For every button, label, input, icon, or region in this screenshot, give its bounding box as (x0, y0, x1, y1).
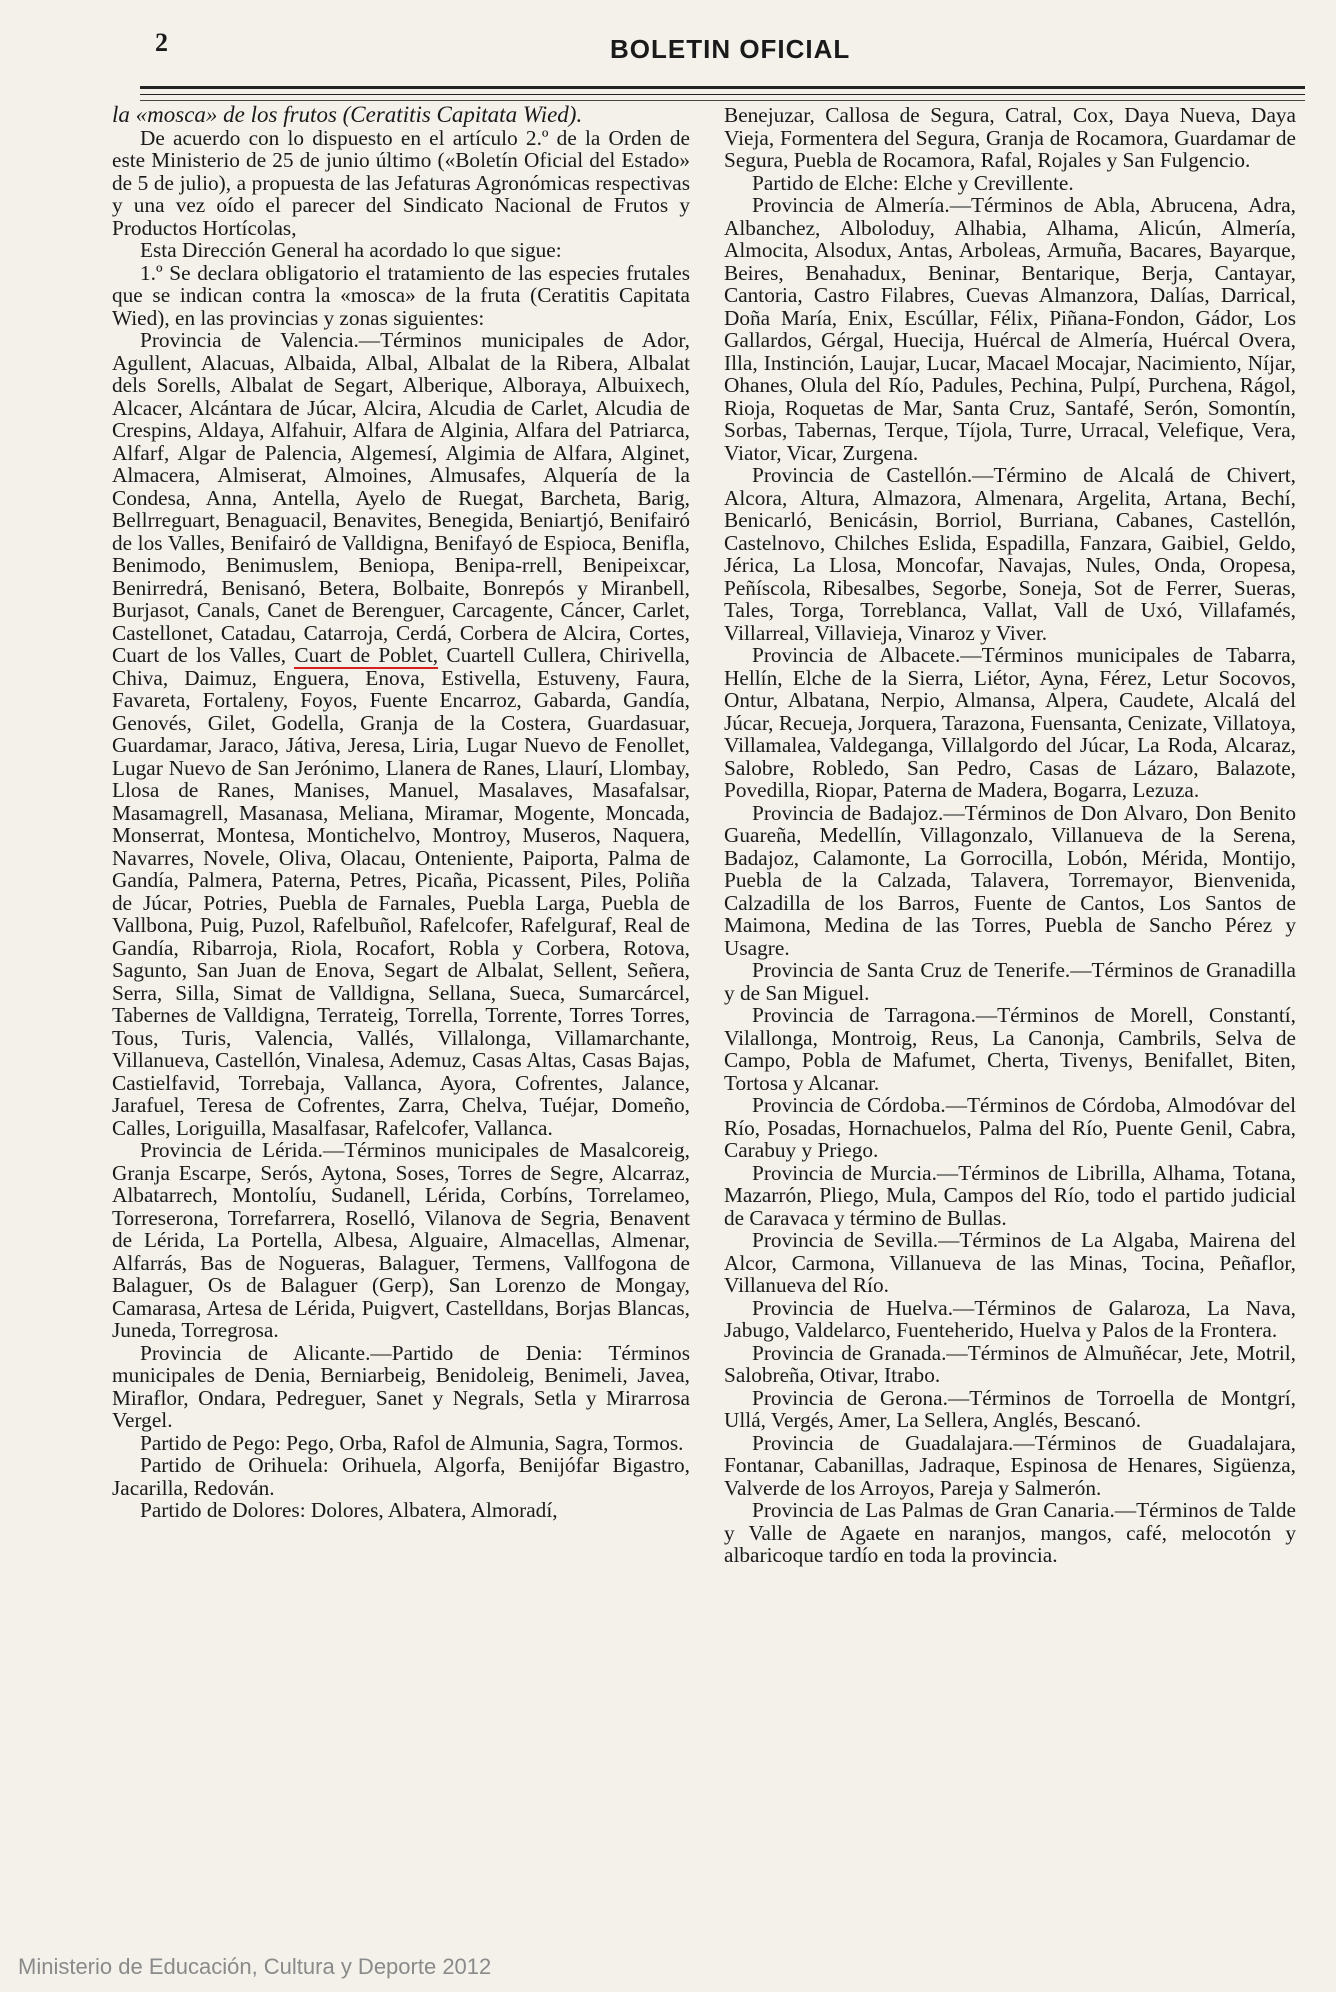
paragraph: De acuerdo con lo dispuesto en el artículo 2.º de la Orden de este Ministerio de 25 de junio último («Boletín Oficial del Estado» de 5 de julio), a propuesta de las Jefaturas Agronómicas respectivas y una vez oído el parecer del Sindicato Nacional de Frutos y Productos Hortícolas, (112, 125, 690, 240)
page-header (150, 28, 1300, 78)
paragraph: Partido de Orihuela: Orihuela, Algorfa, Benijófar Bigastro, Jacarilla, Redován. (112, 1453, 690, 1500)
right-column (724, 104, 1296, 1964)
paragraph: Esta Dirección General ha acordado lo que sigue: (140, 238, 562, 262)
paragraph: Provincia de Almería.—Términos de Abla, Abrucena, Adra, Albanchez, Alboloduy, Alhabia, Alhama, Alicún, Almería, Almocita, Alsodux, Antas, Arboleas, Armuña, Bacares, Bayarque, Beires, Benahadux, Beninar, Bentarique, Berja, Cantayar, Cantoria, Castro Filabres, Cuevas Almanzora, Dalías, Darrical, Doña María, Enix, Escúllar, Félix, Piñana-Fondon, Gádor, Los Gallardos, Gérgal, Huecija, Huércal de Almería, Huércal Overa, Illa, Instinción, Laujar, Lucar, Macael Mocajar, Nacimiento, Níjar, Ohanes, Olula del Río, Padules, Pechina, Pulpí, Purchena, Rágol, Rioja, Roquetas de Mar, Santa Cruz, Santafé, Serón, Somontín, Sorbas, Tabernas, Terque, Tíjola, Turre, Urracal, Velefique, Vera, Viator, Vicar, Zurgena. (724, 193, 1296, 465)
paragraph: Provincia de Sevilla.—Términos de La Algaba, Mairena del Alcor, Carmona, Villanueva de las Minas, Tocina, Peñaflor, Villanueva del Río. (724, 1228, 1296, 1297)
paragraph: Provincia de Lérida.—Términos municipales de Masalcoreig, Granja Escarpe, Serós, Aytona, Soses, Torres de Segre, Alcarraz, Albatarrech, Montolíu, Sudanell, Lérida, Corbíns, Torrelameo, Torreserona, Torrefarrera, Roselló, Vilanova de Segria, Benavent de Lérida, La Portella, Albesa, Alguaire, Almacellas, Almenar, Alfarrás, Bas de Nogueras, Balaguer, Termens, Vallfogona de Balaguer, Os de Balaguer (Gerp), San Lorenzo de Mongay, Camarasa, Artesa de Lérida, Puigvert, Castelldans, Borjas Blancas, Juneda, Torregrosa. (112, 1138, 690, 1342)
paragraph-text: Cuartell Cullera, Chirivella, Chiva, Daimuz, Enguera, Enova, Estivella, Estuveny, Faura, Favareta, Fortaleny, Foyos, Fuente Encarroz, Gabarda, Gandía, Genovés, Gilet, Godella, Granja de la Costera, Guardasuar, Guardamar, Jaraco, Játiva, Jeresa, Liria, Lugar Nuevo de Fenollet, Lugar Nuevo de San Jerónimo, Llanera de Ranes, Llaurí, Llombay, Llosa de Ranes, Manises, Manuel, Masalaves, Masafalsar, Masamagrell, Masanasa, Meliana, Miramar, Mogente, Moncada, Monserrat, Montesa, Montichelvo, Montroy, Museros, Naquera, Navarres, Novele, Oliva, Olacau, Onteniente, Paiporta, Palma de Gandía, Palmera, Paterna, Petres, Picaña, Picassent, Piles, Poliña de Júcar, Potries, Puebla de Farnales, Puebla Larga, Puebla de Vallbona, Puig, Puzol, Rafelbuñol, Rafelcofer, Rafelguraf, Real de Gandía, Ribarroja, Riola, Rocafort, Robla y Corbera, Rotova, Sagunto, San Juan de Enova, Segart de Albalat, Sellent, Señera, Serra, Silla, Simat de Valldigna, Sellana, Sueca, Sumarcárcel, Tabernes de Valldigna, Terrateig, Torrella, Torrente, Torres Torres, Tous, Turis, Valencia, Vallés, Villalonga, Villamarchante, Villanueva, Castellón, Vinalesa, Ademuz, Casas Altas, Casas Bajas, Castielfavid, Torrebaja, Vallanca, Ayora, Cofrentes, Jalance, Jarafuel, Teresa de Cofrentes, Zarra, Chelva, Tuéjar, Domeño, Calles, Loriguilla, Masalfasar, Rafelcofer, Vallanca. (112, 643, 690, 1140)
paragraph: Provincia de Alicante.—Partido de Denia: Términos municipales de Denia, Berniarbeig, Benidoleig, Benimeli, Javea, Miraflor, Ondara, Pedreguer, Sanet y Negrals, Setla y Mirarrosa Vergel. (112, 1340, 690, 1432)
page-number: 2 (155, 28, 168, 57)
paragraph: Provincia de Córdoba.—Términos de Córdoba, Almodóvar del Río, Posadas, Hornachuelos, Palma del Río, Puente Genil, Cabra, Carabuy y Priego. (724, 1093, 1296, 1162)
header-rule (140, 86, 1305, 89)
paragraph: Provincia de Albacete.—Términos municipales de Tabarra, Hellín, Elche de la Sierra, Liétor, Ayna, Férez, Letur Socovos, Ontur, Albatana, Nerpio, Almansa, Alpera, Caudete, Alcalá del Júcar, Recueja, Jorquera, Tarazona, Fuensanta, Cenizate, Villatoya, Villamalea, Valdeganga, Villalgordo del Júcar, La Roda, Alcaraz, Salobre, Robledo, San Pedro, Casas de Lázaro, Balazote, Povedilla, Riopar, Paterna de Madera, Bogarra, Lezuza. (724, 643, 1296, 802)
paragraph: Provincia de Granada.—Términos de Almuñécar, Jete, Motril, Salobreña, Otivar, Itrabo. (724, 1340, 1296, 1387)
paragraph-text: Provincia de Valencia.—Términos municipales de Ador, Agullent, Alacuas, Albaida, Albal, Albalat de la Ribera, Albalat dels Sorells, Albalat de Segart, Alberique, Alboraya, Albuixech, Alcacer, Alcántara de Júcar, Alcira, Alcudia de Carlet, Alcudia de Crespins, Aldaya, Alfahuir, Alfara de Alginia, Alfara del Patriarca, Alfarf, Algar de Palencia, Algemesí, Algimia de Alfara, Alginet, Almacera, Almiserat, Almoines, Almusafes, Alquería de la Condesa, Anna, Antella, Ayelo de Ruegat, Barcheta, Barig, Bellrreguart, Benaguacil, Benavites, Benegida, Beniartjó, Benifairó de los Valles, Benifairó de Valldigna, Benifayó de Espioca, Benifla, Benimodo, Benimuslem, Beniopa, Benipa-rrell, Benipeixcar, Benirredrá, Benisanó, Betera, Bolbaite, Bonrepós y Miranbell, Burjasot, Canals, Canet de Berenguer, Carcagente, Cáncer, Carlet, Castellonet, Catadau, Catarroja, Cerdá, Corbera de Alcira, Cortes, Cuart de los Valles, (112, 328, 690, 667)
paragraph: Provincia de Tarragona.—Términos de Morell, Constantí, Vilallonga, Montroig, Reus, La Canonja, Cambrils, Selva de Campo, Pobla de Mafumet, Cherta, Tivenys, Benifallet, Biten, Tortosa y Alcanar. (724, 1003, 1296, 1095)
left-column (112, 104, 690, 1964)
header-rule-thin (140, 94, 1305, 95)
paragraph: Provincia de Murcia.—Términos de Librilla, Alhama, Totana, Mazarrón, Pliego, Mula, Campos del Río, todo el partido judicial de Caravaca y término de Bullas. (724, 1160, 1296, 1230)
paragraph: Provincia de Huelva.—Términos de Galaroza, La Nava, Jabugo, Valdelarco, Fuenteherido, Huelva y Palos de la Frontera. (724, 1295, 1296, 1342)
paragraph: Partido de Dolores: Dolores, Albatera, Almoradí, (140, 1498, 558, 1522)
paragraph: Partido de Pego: Pego, Orba, Rafol de Almunia, Sagra, Tormos. (140, 1430, 684, 1455)
paragraph: Provincia de Guadalajara.—Términos de Guadalajara, Fontanar, Cabanillas, Jadraque, Espinosa de Henares, Sigüenza, Valverde de los Arroyos, Pareja y Salmerón. (724, 1430, 1296, 1500)
header-rule-thin-2 (140, 100, 1305, 101)
paragraph: 1.º Se declara obligatorio el tratamiento de las especies frutales que se indican contra la «mosca» de la fruta (Ceratitis Capitata Wied), en las provincias y zonas siguientes: (112, 260, 690, 330)
paragraph: Provincia de Las Palmas de Gran Canaria.—Términos de Talde y Valle de Agaete en naranjos, mangos, café, melocotón y albaricoque tardío en toda la provincia. (724, 1498, 1296, 1567)
paragraph: Provincia de Badajoz.—Términos de Don Alvaro, Don Benito Guareña, Medellín, Villagonzalo, Villanueva de la Serena, Badajoz, Calamonte, La Gorrocilla, Lobón, Mérida, Montijo, Puebla de la Calzada, Talavera, Torremayor, Bienvenida, Calzadilla de los Barros, Fuente de Cantos, Los Santos de Maimona, Medina de las Torres, Puebla de Sancho Pérez y Usagre. (724, 800, 1296, 960)
paragraph: Provincia de Santa Cruz de Tenerife.—Términos de Granadilla y de San Miguel. (724, 958, 1296, 1005)
paragraph: Provincia de Castellón.—Término de Alcalá de Chivert, Alcora, Altura, Almazora, Almenara, Argelita, Artana, Bechí, Benicarló, Benicásin, Borriol, Burriana, Cabanes, Castellón, Castelnovo, Chilches Eslida, Espadilla, Fanzara, Gaibiel, Geldo, Jérica, La Llosa, Moncofar, Navajas, Nules, Onda, Oropesa, Peñíscola, Ribesalbes, Segorbe, Soneja, Sot de Ferrer, Sueras, Tales, Torga, Torreblanca, Vallat, Vall de Uxó, Villafamés, Villarreal, Villavieja, Vinaroz y Viver. (724, 463, 1296, 645)
paragraph: la «mosca» de los frutos (Ceratitis Capitata Wied). (112, 104, 583, 127)
paragraph: Partido de Elche: Elche y Crevillente. (752, 170, 1074, 195)
paragraph: Provincia de Gerona.—Términos de Torroella de Montgrí, Ullá, Vergés, Amer, La Sellera, Anglés, Bescanó. (724, 1385, 1296, 1432)
footer-credit: Ministerio de Educación, Cultura y Deporte 2012 (18, 1954, 492, 1979)
underlined-term: Cuart de Poblet, (294, 643, 439, 667)
publication-title: BOLETIN OFICIAL (610, 34, 851, 64)
paragraph-valencia (112, 329, 690, 1139)
paragraph: Benejuzar, Callosa de Segura, Catral, Cox, Daya Nueva, Daya Vieja, Formentera del Segura, Granja de Rocamora, Guardamar de Segura, Puebla de Rocamora, Rafal, Rojales y San Fulgencio. (724, 104, 1296, 172)
